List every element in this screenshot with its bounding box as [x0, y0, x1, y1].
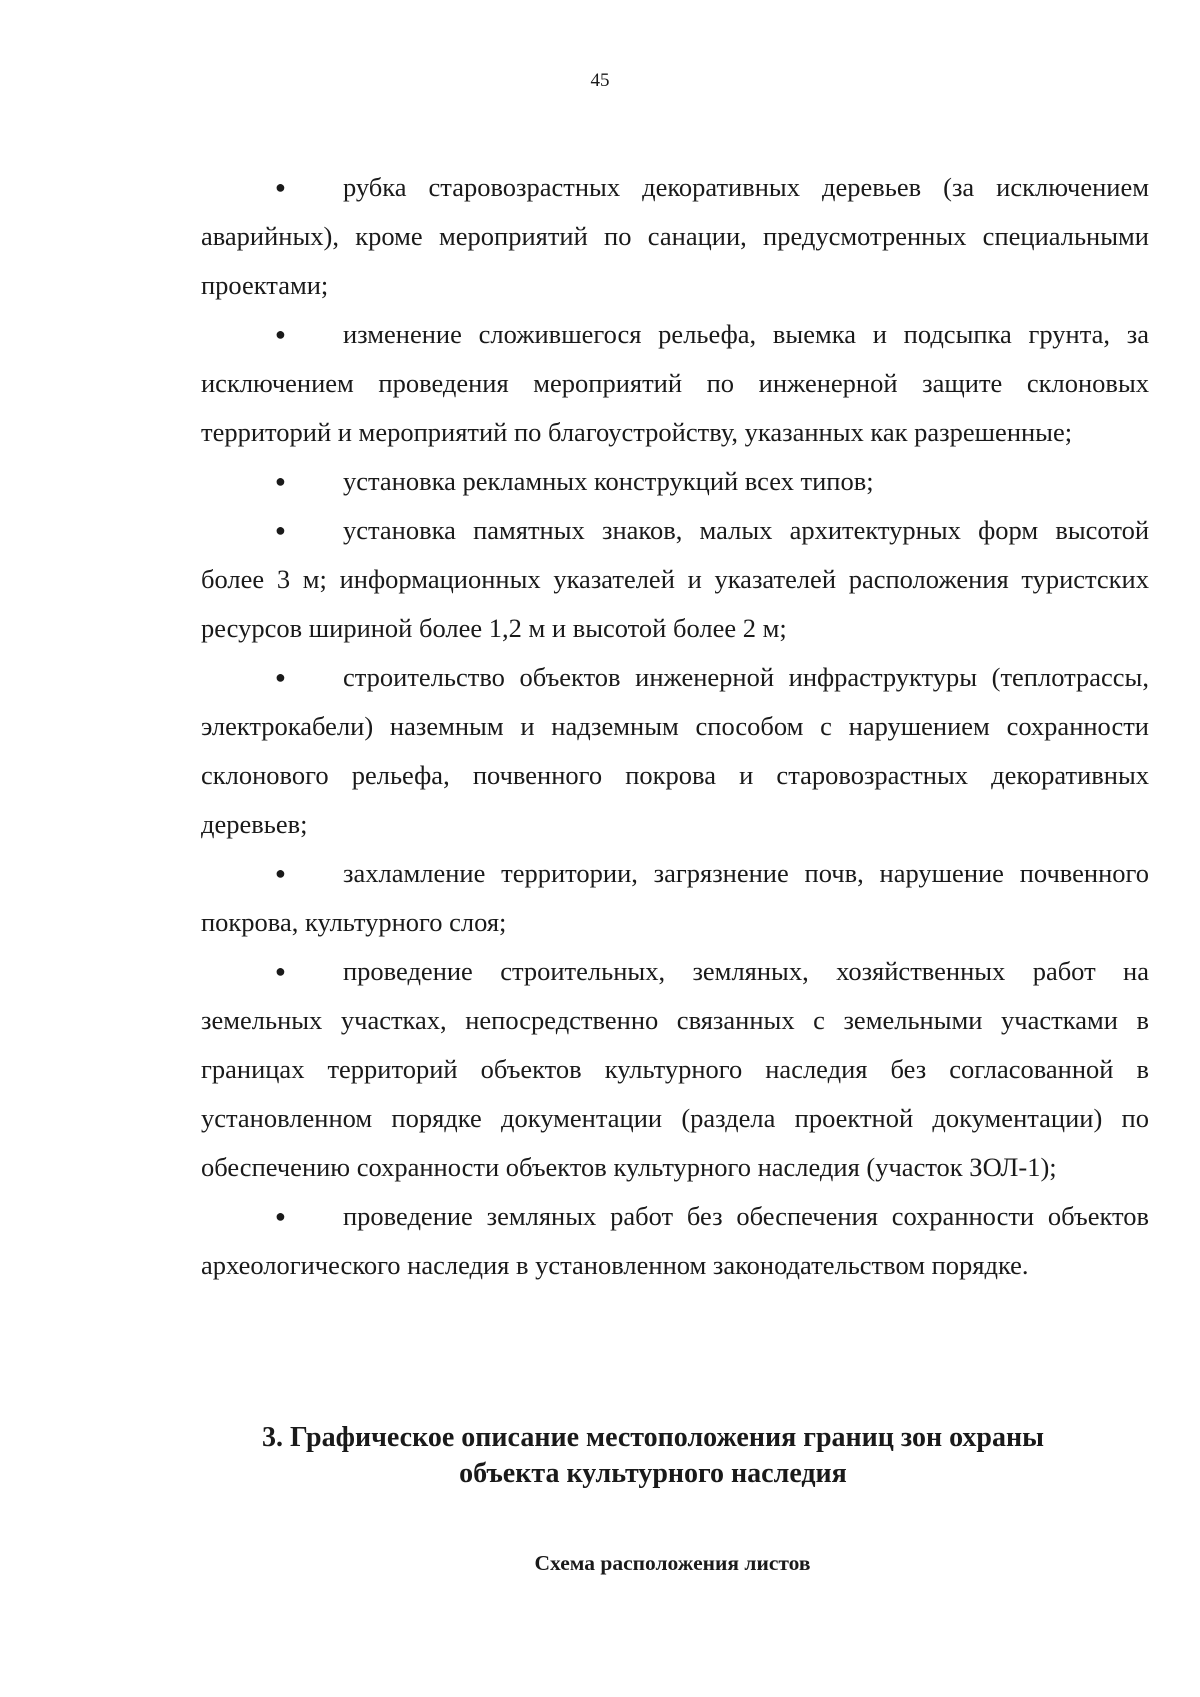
list-item	[201, 457, 1149, 506]
body-text	[201, 163, 1149, 1290]
list-item-text: изменение сложившегося рельефа, выемка и подсыпка грунта, за исключением проведения мероприятий по инженерной защите склоновых территорий и мероприятий по благоустройству, указанных как разрешенные;	[201, 319, 1149, 447]
list-item-text: установка памятных знаков, малых архитектурных форм высотой более 3 м; информационных указателей и указателей расположения туристских ресурсов шириной более 1,2 м и высотой более 2 м;	[201, 515, 1149, 643]
list-item-text: установка рекламных конструкций всех типов;	[343, 466, 874, 496]
list-item-text: захламление территории, загрязнение почв, нарушение почвенного покрова, культурного слоя;	[201, 858, 1149, 937]
section-heading-line-1: 3. Графическое описание местоположения границ зон охраны	[261, 1422, 1045, 1453]
bullet-icon: ●	[275, 1206, 286, 1226]
bullet-icon: ●	[275, 324, 286, 344]
bullet-icon: ●	[275, 177, 286, 197]
list-item	[201, 653, 1149, 849]
list-item-text: проведение земляных работ без обеспечения сохранности объектов археологического наследия в установленном законодательством порядке.	[201, 1201, 1149, 1280]
section-heading	[105, 1420, 1200, 1492]
list-item-text: строительство объектов инженерной инфраструктуры (теплотрассы, электрокабели) наземным и надземным способом с нарушением сохранности склонового рельефа, почвенного покрова и старовозрастных декоративных деревьев;	[201, 662, 1149, 839]
section-heading-line-2: объекта культурного наследия	[459, 1458, 847, 1489]
list-item-text: проведение строительных, земляных, хозяйственных работ на земельных участках, непосредственно связанных с земельными участками в границах территорий объектов культурного наследия без согласованной в установленном порядке документации (раздела проектной документации) по обеспечению сохранности объектов культурного наследия (участок ЗОЛ-1);	[201, 956, 1149, 1182]
page-number: 45	[590, 70, 610, 91]
list-item	[201, 1192, 1149, 1290]
bullet-icon: ●	[275, 667, 286, 687]
bullet-icon: ●	[275, 863, 286, 883]
bullet-icon: ●	[275, 471, 286, 491]
sub-heading: Схема расположения листов	[534, 1551, 811, 1575]
list-item	[201, 163, 1149, 310]
list-item	[201, 310, 1149, 457]
list-item	[201, 849, 1149, 947]
bullet-icon: ●	[275, 520, 286, 540]
list-item	[201, 506, 1149, 653]
list-item	[201, 947, 1149, 1192]
list-item-text: рубка старовозрастных декоративных деревьев (за исключением аварийных), кроме мероприятий по санации, предусмотренных специальными проектами;	[201, 172, 1149, 300]
restrictions-list	[201, 163, 1149, 1290]
bullet-icon: ●	[275, 961, 286, 981]
